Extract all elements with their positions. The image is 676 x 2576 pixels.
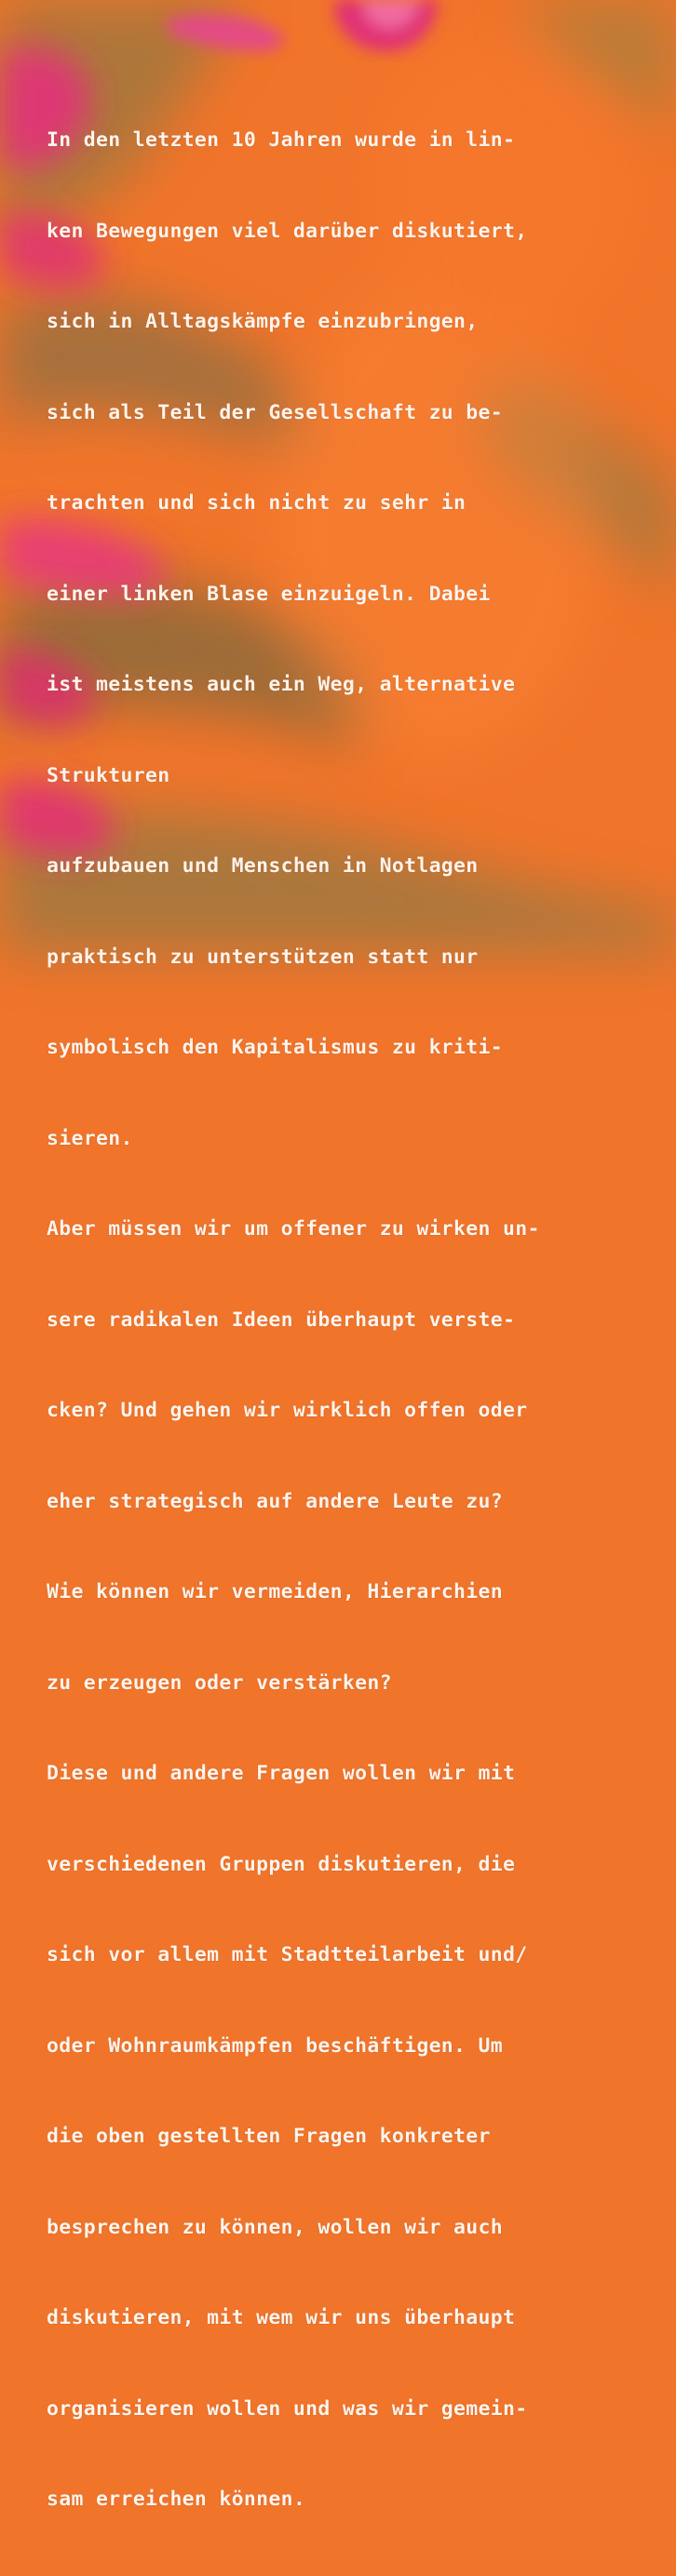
text-line: In den letzten 10 Jahren wurde in lin- (47, 128, 516, 152)
body-text (47, 65, 661, 2576)
text-line: zu erzeugen oder verstärken? (47, 1670, 392, 1695)
text-line: sieren. (47, 1126, 133, 1150)
text-line: die oben gestellten Fragen konkreter (47, 2125, 491, 2148)
text-line: Wie können wir vermeiden, Hierarchien (47, 1580, 504, 1603)
text-line: Strukturen (47, 763, 170, 787)
text-line: besprechen zu können, wollen wir auch (47, 2215, 504, 2239)
text-line: sich als Teil der Gesellschaft zu be- (47, 400, 504, 424)
text-line: ist meistens auch ein Weg, alternative (47, 673, 516, 696)
text-line: Aber müssen wir um offener zu wirken un- (47, 1217, 540, 1241)
text-line: praktisch zu unterstützen statt nur (47, 945, 479, 969)
text-line: aufzubauen und Menschen in Notlagen (47, 854, 479, 878)
text-line: cken? Und gehen wir wirklich offen oder (47, 1399, 528, 1422)
text-line: sere radikalen Ideen überhaupt verste- (47, 1308, 516, 1332)
text-line: diskutieren, mit wem wir uns überhaupt (47, 2306, 516, 2329)
text-line: sich in Alltagskämpfe einzubringen, (47, 310, 479, 333)
text-line: verschiedenen Gruppen diskutieren, die (47, 1852, 516, 1876)
text-line: Diese und andere Fragen wollen wir mit (47, 1762, 516, 1785)
text-line: trachten und sich nicht zu sehr in (47, 491, 466, 515)
text-line: sam erreichen können. (47, 2488, 306, 2511)
text-line: eher strategisch auf andere Leute zu? (47, 1489, 504, 1513)
text-line: organisieren wollen und was wir gemein- (47, 2396, 528, 2421)
text-line: ken Bewegungen viel darüber diskutiert, (47, 219, 528, 243)
text-line: oder Wohnraumkämpfen beschäftigen. Um (47, 2033, 504, 2058)
text-line: sich vor allem mit Stadtteilarbeit und/ (47, 1943, 528, 1966)
text-line: symbolisch den Kapitalismus zu kriti- (47, 1036, 504, 1059)
text-line: einer linken Blase einzuigeln. Dabei (47, 582, 491, 606)
